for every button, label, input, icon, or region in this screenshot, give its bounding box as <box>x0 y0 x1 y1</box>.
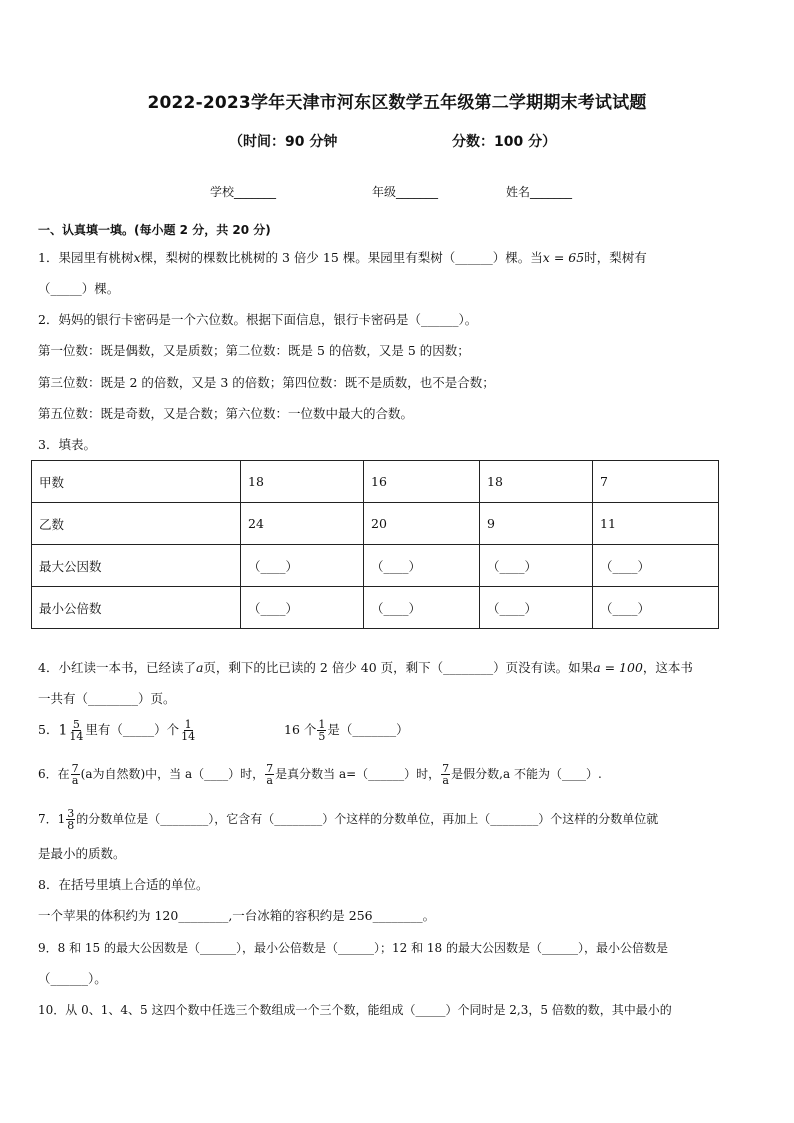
q6-text-c: 是真分数当 a=（______）时， <box>275 767 441 781</box>
table-cell: 最大公因数 <box>32 545 241 587</box>
q1-text-c: 时，梨树有 <box>584 250 647 265</box>
grade-field: 年级_______ <box>372 185 439 199</box>
q9-line2: （______）。 <box>38 971 107 986</box>
q6-fraction-2 <box>265 763 274 786</box>
table-cell: 最小公倍数 <box>32 587 241 629</box>
q1-line2: （_____）棵。 <box>38 281 120 296</box>
q3-table <box>31 460 719 629</box>
q5-text-a: 5． <box>38 722 59 737</box>
q7-text-a: 7． <box>38 812 58 826</box>
table-cell: 24 <box>241 503 364 545</box>
q1-line1 <box>38 249 647 267</box>
q6-text-d: 是假分数,a 不能为（____）. <box>451 767 602 781</box>
q1-text-a: 1．果园里有桃树 <box>38 250 134 265</box>
table-cell: 16 <box>364 461 480 503</box>
fraction-numerator: 1 <box>184 718 192 731</box>
table-cell: 7 <box>593 461 719 503</box>
q8-line2: 一个苹果的体积约为 120________,一台冰箱的容积约是 256________。 <box>38 908 436 923</box>
table-cell: （____） <box>364 587 480 629</box>
q2-line1: 2．妈妈的银行卡密码是一个六位数。根据下面信息，银行卡密码是（______）。 <box>38 312 478 327</box>
table-cell: （____） <box>241 587 364 629</box>
q5-text-d: 是（_______） <box>327 722 409 737</box>
fraction-denominator: 14 <box>181 730 196 743</box>
q6-text-a: 6．在 <box>38 767 70 781</box>
q5-text-c: 16 个 <box>284 722 317 737</box>
table-row <box>32 461 719 503</box>
table-cell: 11 <box>593 503 719 545</box>
table-cell: （____） <box>364 545 480 587</box>
table-cell: （____） <box>593 587 719 629</box>
table-cell: 9 <box>480 503 593 545</box>
exam-time: （时间：90 分钟 <box>229 134 338 150</box>
table-cell: 20 <box>364 503 480 545</box>
q5-whole: 1 <box>58 722 68 739</box>
q7-text-b: 的分数单位是（________），它含有（________）个这样的分数单位，再加上（________）个这样的分数单位就 <box>76 812 659 826</box>
q7-line2: 是最小的质数。 <box>38 846 126 861</box>
q2-line2: 第一位数：既是偶数，又是质数；第二位数：既是 5 的倍数，又是 5 的因数； <box>38 343 470 358</box>
fraction-denominator: a <box>266 774 273 787</box>
q10-line1: 10．从 0、1、4、5 这四个数中任选三个数组成一个三个数，能组成（_____）个同时是 2,3，5 倍数的数，其中最小的 <box>38 1003 672 1017</box>
fraction-numerator: 7 <box>266 762 274 775</box>
q7-whole: 1 <box>57 812 66 826</box>
q4-condition: a = 100 <box>593 660 643 675</box>
page-title: 2022-2023学年天津市河东区数学五年级第二学期期末考试试题 <box>147 93 647 113</box>
exam-score: 分数：100 分） <box>452 134 557 150</box>
q5-fraction-3 <box>317 719 326 742</box>
fraction-denominator: a <box>71 774 79 787</box>
table-cell: （____） <box>480 545 593 587</box>
q1-condition: x = 65 <box>542 250 585 265</box>
q4-line1 <box>38 659 693 677</box>
fraction-numerator: 7 <box>71 762 79 775</box>
q7-fraction <box>66 808 75 831</box>
q2-line4: 第五位数：既是奇数，又是合数；第六位数：一位数中最大的合数。 <box>38 406 414 421</box>
q6-fraction-3 <box>441 763 450 786</box>
table-cell: 18 <box>480 461 593 503</box>
table-row <box>32 545 719 587</box>
q5-part2 <box>284 719 409 742</box>
fraction-numerator: 7 <box>442 762 450 775</box>
table-cell: 甲数 <box>32 461 241 503</box>
table-row <box>32 503 719 545</box>
fraction-numerator: 5 <box>72 718 80 731</box>
q3-label: 3．填表。 <box>38 437 96 452</box>
table-cell: （____） <box>241 545 364 587</box>
q5-text-b: 里有（_____）个 <box>85 722 180 737</box>
table-cell: （____） <box>480 587 593 629</box>
q6-text-b: (a为自然数)中，当 a（____）时， <box>80 767 265 781</box>
table-cell: 乙数 <box>32 503 241 545</box>
q2-line3: 第三位数：既是 2 的倍数，又是 3 的倍数；第四位数：既不是质数，也不是合数； <box>38 375 495 390</box>
name-field: 姓名_______ <box>506 185 573 199</box>
fraction-numerator: 3 <box>67 807 75 820</box>
q4-text-b: 页，剩下的比已读的 2 倍少 40 页，剩下（________）页没有读。如果 <box>203 660 594 675</box>
q4-variable: a <box>195 660 204 675</box>
q4-text-a: 4．小红读一本书，已经读了 <box>38 660 196 675</box>
q1-variable: x <box>133 250 141 265</box>
table-row <box>32 587 719 629</box>
q7-line1 <box>38 808 658 831</box>
school-field: 学校_______ <box>210 185 277 199</box>
q6-line <box>38 763 602 786</box>
q6-fraction-1 <box>71 763 80 786</box>
q8-line1: 8．在括号里填上合适的单位。 <box>38 877 209 892</box>
q5-fraction-2 <box>180 719 196 742</box>
fraction-denominator: 5 <box>318 730 326 743</box>
q4-line2: 一共有（________）页。 <box>38 691 176 706</box>
fraction-denominator: a <box>442 774 449 787</box>
table-cell: （____） <box>593 545 719 587</box>
fraction-numerator: 1 <box>318 718 326 731</box>
q1-text-b: 棵，梨树的棵数比桃树的 3 倍少 15 棵。果园里有梨树（______）棵。当 <box>140 250 543 265</box>
q9-line1: 9．8 和 15 的最大公因数是（______），最小公倍数是（______）；12 和 18 的最大公因数是（______），最小公倍数是 <box>38 941 668 955</box>
q5-fraction-1 <box>68 719 84 742</box>
fraction-denominator: 14 <box>69 730 84 743</box>
q5-line <box>38 719 197 742</box>
table-cell: 18 <box>241 461 364 503</box>
fraction-denominator: 8 <box>67 819 75 832</box>
q4-text-c: ，这本书 <box>642 660 693 675</box>
section-heading: 一、认真填一填。(每小题 2 分，共 20 分) <box>38 223 271 237</box>
